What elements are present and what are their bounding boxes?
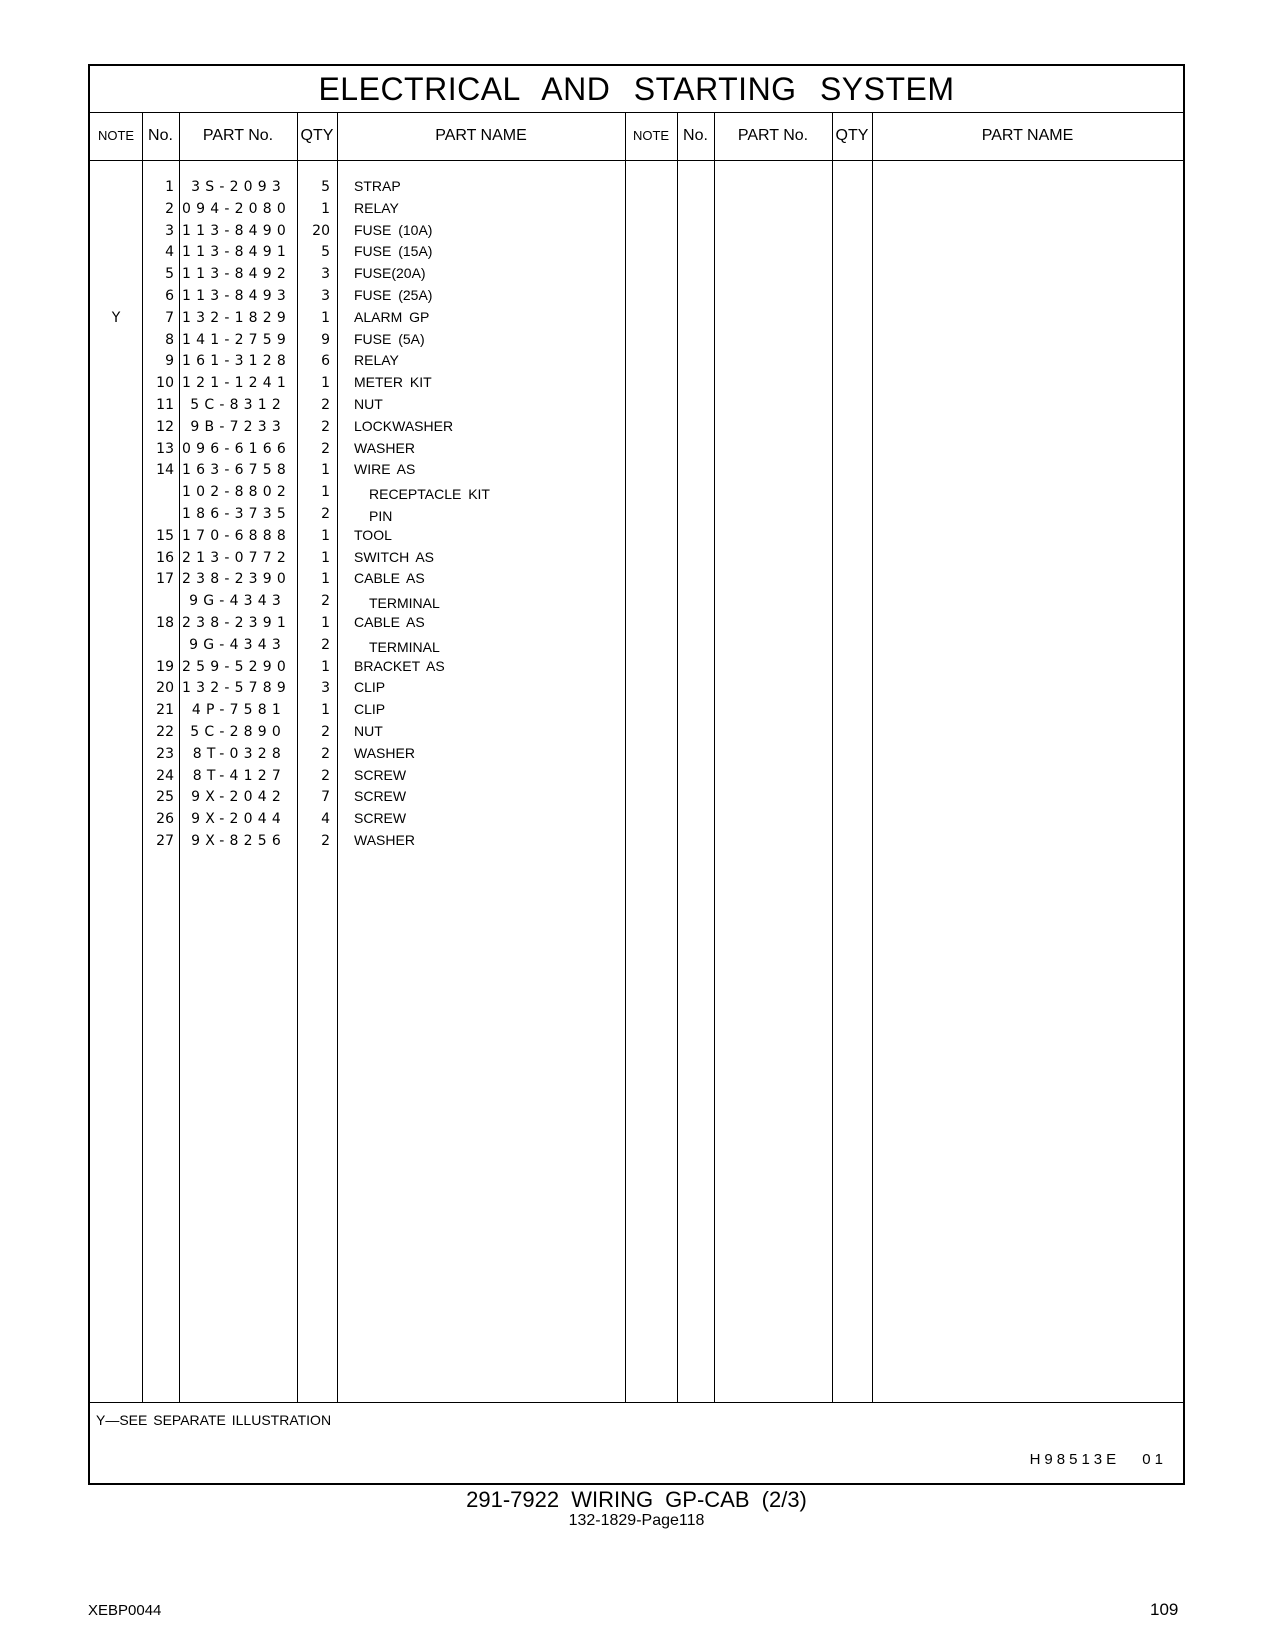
row-part-number: 163-6758 [182, 462, 292, 479]
row-part-number: 141-2759 [182, 331, 292, 348]
row-quantity: 6 [321, 353, 330, 370]
row-number: 25 [156, 789, 174, 806]
row-quantity: 1 [321, 462, 330, 479]
table-row [90, 830, 625, 853]
row-part-name: RECEPTACLE KIT [369, 486, 490, 503]
row-quantity: 3 [321, 288, 330, 304]
row-part-number: 132-5789 [182, 680, 292, 697]
row-part-number: 094-2080 [182, 200, 292, 217]
row-number: 11 [156, 397, 174, 413]
table-row [90, 503, 625, 526]
row-quantity: 3 [321, 266, 330, 283]
row-part-name: PIN [369, 508, 393, 524]
table-row [90, 786, 625, 809]
page-title: ELECTRICAL AND STARTING SYSTEM [90, 66, 1183, 113]
table-row [90, 547, 625, 570]
row-part-number: 9X-2042 [191, 789, 286, 806]
row-part-number: 213-0772 [182, 549, 292, 566]
column-divider [872, 112, 873, 1402]
row-quantity: 5 [321, 179, 330, 195]
table-row [90, 525, 625, 548]
parts-table-frame [88, 64, 1185, 1485]
row-quantity: 2 [321, 724, 330, 740]
table-row [90, 765, 625, 788]
row-number: 6 [165, 288, 174, 304]
table-row [90, 285, 625, 308]
row-quantity: 2 [321, 833, 330, 849]
table-row [90, 743, 625, 766]
column-divider [714, 112, 715, 1402]
row-part-number: 113-8493 [182, 288, 292, 304]
row-part-name: WIRE AS [354, 461, 416, 478]
footer-divider [90, 1402, 1183, 1403]
header-part-no-left: PART No. [202, 127, 274, 144]
row-quantity: 1 [321, 615, 330, 631]
row-quantity: 1 [321, 527, 330, 544]
table-row [90, 394, 625, 417]
row-quantity: 3 [321, 680, 330, 697]
row-number: 1 [165, 179, 174, 195]
row-part-number: 9G-4343 [189, 636, 286, 653]
row-part-name: CLIP [354, 679, 386, 696]
row-number: 7 [165, 309, 174, 326]
row-part-name: WASHER [354, 832, 415, 848]
row-number: 24 [156, 767, 174, 784]
row-number: 19 [156, 658, 174, 675]
table-row [90, 372, 625, 395]
row-quantity: 20 [312, 222, 330, 239]
row-part-name: LOCKWASHER [354, 417, 454, 434]
row-part-number: 113-8492 [182, 266, 292, 283]
table-row [90, 590, 625, 613]
row-part-name: SCREW [354, 766, 407, 783]
figure-subcaption: 132-1829-Page118 [568, 1512, 705, 1529]
row-part-name: CABLE AS [354, 570, 425, 587]
footnote: Y—SEE SEPARATE ILLUSTRATION [96, 1412, 332, 1428]
row-part-name: NUT [354, 723, 383, 739]
row-part-name: ALARM GP [354, 308, 430, 325]
table-row [90, 307, 625, 330]
row-part-name: SCREW [354, 810, 407, 827]
row-number: 23 [156, 745, 174, 762]
row-part-number: 186-3735 [182, 506, 292, 522]
row-number: 20 [156, 680, 174, 697]
header-part-name-left: PART NAME [435, 127, 527, 144]
table-row [90, 329, 625, 352]
table-row [90, 699, 625, 722]
row-part-name: SCREW [354, 788, 407, 805]
row-number: 21 [156, 702, 174, 719]
figure-caption: 291-7922 WIRING GP-CAB (2/3) [466, 1487, 807, 1512]
row-part-name: BRACKET AS [354, 657, 445, 674]
row-number: 13 [156, 440, 174, 457]
row-number: 26 [156, 811, 174, 828]
header-qty-right: QTY [835, 127, 869, 144]
row-part-number: 9X-2044 [191, 811, 286, 828]
row-quantity: 2 [321, 506, 330, 522]
table-row [90, 677, 625, 700]
table-row [90, 634, 625, 657]
row-number: 17 [156, 571, 174, 588]
row-part-number: 4P-7581 [191, 702, 286, 719]
row-quantity: 1 [321, 484, 330, 501]
table-row [90, 263, 625, 286]
row-quantity: 2 [321, 593, 330, 610]
row-part-number: 113-8490 [182, 222, 292, 239]
row-part-name: SWITCH AS [354, 548, 435, 565]
row-number: 5 [165, 266, 174, 283]
row-part-name: METER KIT [354, 374, 432, 391]
row-part-name: TOOL [354, 526, 392, 543]
row-number: 8 [165, 331, 174, 348]
header-note-right: NOTE [632, 128, 670, 143]
row-number: 3 [165, 222, 174, 239]
row-part-number: 238-2391 [182, 615, 292, 631]
row-quantity: 2 [321, 418, 330, 435]
table-row [90, 241, 625, 264]
row-part-name: FUSE (5A) [354, 330, 425, 347]
row-quantity: 1 [321, 571, 330, 588]
table-row [90, 198, 625, 221]
row-quantity: 5 [321, 244, 330, 261]
row-part-number: 5C-8312 [190, 397, 286, 413]
row-part-name: FUSE(20A) [354, 265, 426, 282]
row-part-name: NUT [354, 396, 383, 412]
row-part-number: 161-3128 [182, 353, 292, 370]
row-part-name: FUSE (15A) [354, 243, 433, 260]
row-number: 15 [156, 527, 174, 544]
row-part-number: 9G-4343 [189, 593, 286, 610]
table-row [90, 176, 625, 199]
row-quantity: 2 [321, 745, 330, 762]
row-part-number: 9B-7233 [190, 418, 286, 435]
column-divider [625, 112, 626, 1402]
row-part-number: 8T-0328 [192, 745, 286, 762]
row-part-name: RELAY [354, 352, 399, 369]
row-quantity: 9 [321, 331, 330, 348]
row-part-number: 096-6166 [182, 440, 292, 457]
row-part-number: 238-2390 [182, 571, 292, 588]
column-divider [677, 112, 678, 1402]
row-part-number: 3S-2093 [191, 179, 286, 195]
row-part-name: TERMINAL [369, 595, 440, 612]
table-row [90, 438, 625, 461]
row-quantity: 2 [321, 397, 330, 413]
header-no-right: No. [683, 127, 708, 144]
page-number: 109 [1150, 1600, 1179, 1619]
row-part-number: 5C-2890 [190, 724, 286, 740]
table-row [90, 481, 625, 504]
row-note: Y [111, 309, 121, 326]
row-part-name: TERMINAL [369, 638, 440, 655]
row-number: 22 [156, 724, 174, 740]
header-qty-left: QTY [300, 127, 334, 144]
row-quantity: 2 [321, 636, 330, 653]
row-part-name: STRAP [354, 178, 401, 194]
document-id: XEBP0044 [88, 1602, 162, 1619]
row-number: 27 [156, 833, 174, 849]
row-part-number: 113-8491 [182, 244, 292, 261]
row-quantity: 1 [321, 200, 330, 217]
row-part-name: CLIP [354, 701, 386, 718]
row-quantity: 1 [321, 702, 330, 719]
row-quantity: 2 [321, 767, 330, 784]
row-quantity: 1 [321, 309, 330, 326]
header-note-left: NOTE [97, 128, 135, 143]
row-quantity: 7 [321, 789, 330, 806]
table-header [90, 112, 1183, 161]
row-part-number: 259-5290 [182, 658, 292, 675]
table-row [90, 656, 625, 679]
table-row [90, 416, 625, 439]
row-part-number: 132-1829 [182, 309, 292, 326]
table-row [90, 220, 625, 243]
table-row [90, 350, 625, 373]
row-part-name: WASHER [354, 439, 415, 456]
row-part-number: 8T-4127 [192, 767, 286, 784]
table-row [90, 808, 625, 831]
row-number: 16 [156, 549, 174, 566]
header-part-name-right: PART NAME [981, 127, 1074, 144]
row-number: 2 [165, 200, 174, 217]
row-part-number: 9X-8256 [191, 833, 286, 849]
row-number: 12 [156, 418, 174, 435]
row-part-number: 121-1241 [182, 375, 292, 392]
row-number: 14 [156, 462, 174, 479]
row-part-number: 170-6888 [182, 527, 292, 544]
row-quantity: 4 [321, 811, 330, 828]
header-no-left: No. [148, 127, 173, 144]
row-quantity: 1 [321, 658, 330, 675]
row-number: 4 [165, 244, 174, 261]
row-number: 10 [156, 375, 174, 392]
row-part-name: WASHER [354, 744, 415, 761]
illustration-code: H98513E 01 [1029, 1451, 1167, 1468]
row-part-number: 102-8802 [182, 484, 292, 501]
row-part-name: FUSE (10A) [354, 221, 433, 238]
header-part-no-right: PART No. [737, 127, 809, 144]
table-row [90, 721, 625, 744]
row-part-name: FUSE (25A) [354, 287, 433, 303]
row-number: 9 [165, 353, 174, 370]
table-row [90, 568, 625, 591]
table-row [90, 459, 625, 482]
row-quantity: 1 [321, 549, 330, 566]
row-part-name: CABLE AS [354, 614, 425, 630]
row-part-name: RELAY [354, 199, 399, 216]
column-divider [832, 112, 833, 1402]
row-quantity: 1 [321, 375, 330, 392]
row-number: 18 [156, 615, 174, 631]
row-quantity: 2 [321, 440, 330, 457]
table-row [90, 612, 625, 635]
